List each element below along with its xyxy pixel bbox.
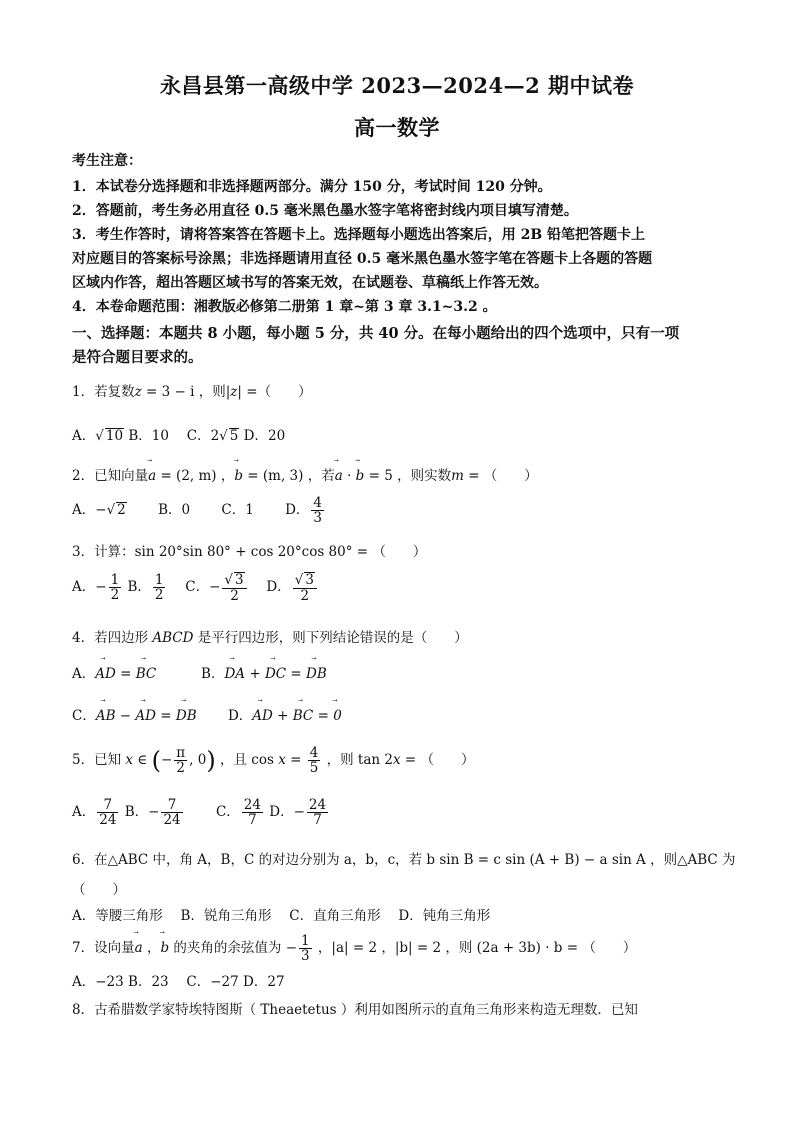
notice-item-3-cont-2: 区域内作答，超出答题区域书写的答案无效，在试题卷、草稿纸上作答无效。 [72,275,548,291]
notice-item-4: 4．本卷命题范围：湘教版必修第二册第 1 章~第 3 章 3.1~3.2 。 [72,299,497,315]
notice-item-3-cont-1: 对应题目的答案标号涂黑；非选择题请用直径 0.5 毫米黑色墨水签字笔在答题卡上各题的答题 [72,251,653,267]
notice-heading: 考生注意： [72,153,142,169]
exam-subtitle: 高一数学 [354,115,440,140]
question-2-options: A．−√ 2 B．0 C．1 D． $\frac{4}{3}$ [72,495,323,527]
question-4-stem: 4．若四边形 ABCD 是平行四边形，则下列结论错误的是（ ） [72,630,468,646]
question-7-stem: 7．设向量⃗ a ，⃗ b 的夹角的余弦值为 − $\frac{1}{3}$ ，|a| = 2 ，|b| = 2 ，则 (2a + 3b) · b = （ ） [72,934,732,963]
question-5-options: A． $\frac{7}{24}$ B．− $\frac{7}{24}$ C． $\frac{24}{7}$ D．− $\frac{24}{7}$ [72,797,327,829]
exam-title: 永昌县第一高级中学 2023—2024—2 期中试卷 [159,73,635,98]
question-7-options: A．−23 B．23 C．−27 D．27 [72,974,285,990]
question-2-stem: 2．已知向量⃗ a = (2, m) ，⃗ b = (m, 3) ，若⃗ a · ⃗ b = 5 ，则实数m = （ ） [72,464,732,484]
question-4-options-cd: C．⃗ AB − ⃗ AD = ⃗ DB D．⃗ AD + ⃗ BC = ⃗ 0 [72,704,732,724]
notice-item-1: 1．本试卷分选择题和非选择题两部分。满分 150 分，考试时间 120 分钟。 [72,179,552,195]
question-3-stem: 3．计算：sin 20°sin 80° + cos 20°cos 80° = （ ） [72,544,427,560]
question-6-paren: （ ） [72,882,126,898]
question-8-stem: 8．古希腊数学家特埃特图斯（ Theaetetus ）利用如图所示的直角三角形来构造无理数．已知 [72,1002,638,1018]
question-1-stem: 1．若复数z = 3 − i ，则|z| =（ ） [72,384,312,400]
question-4-options-ab: A．⃗ AD = ⃗ BC B．⃗ DA + ⃗ DC = ⃗ DB [72,662,732,682]
section-heading: 一、选择题：本题共 8 小题，每小题 5 分，共 40 分。在每小题给出的四个选项中，只有一项 [72,325,680,342]
question-5-stem: 5．已知 x ∈ (− $\frac{\pi}{2}$ , 0) ，且 cos x = $\frac{4}{5}$ ，则 tan 2x = （ ） [72,745,475,777]
question-6-options: A．等腰三角形 B．锐角三角形 C．直角三角形 D．钝角三角形 [72,908,491,924]
notice-item-3: 3．考生作答时，请将答案答在答题卡上。选择题每小题选出答案后，用 2B 铅笔把答题卡上 [72,227,646,243]
question-3-options: A．− $\frac{1}{2}$ B． $\frac{1}{2}$ C．− $\frac{√ 3}{2}$ D． $\frac{√ 3}{2}$ [72,572,732,603]
section-heading-cont: 是符合题目要求的。 [72,349,203,366]
question-6-stem: 6．在△ABC 中，角 A，B，C 的对边分别为 a，b，c，若 b sin B = c sin (A + B) − a sin A ，则△ABC 为 [72,852,736,868]
question-1-options: A．√ 10 B．10 C．2√ 5 D．20 [72,428,286,444]
notice-item-2: 2．答题前，考生务必用直径 0.5 毫米黑色墨水签字笔将密封线内项目填写清楚。 [72,203,578,219]
